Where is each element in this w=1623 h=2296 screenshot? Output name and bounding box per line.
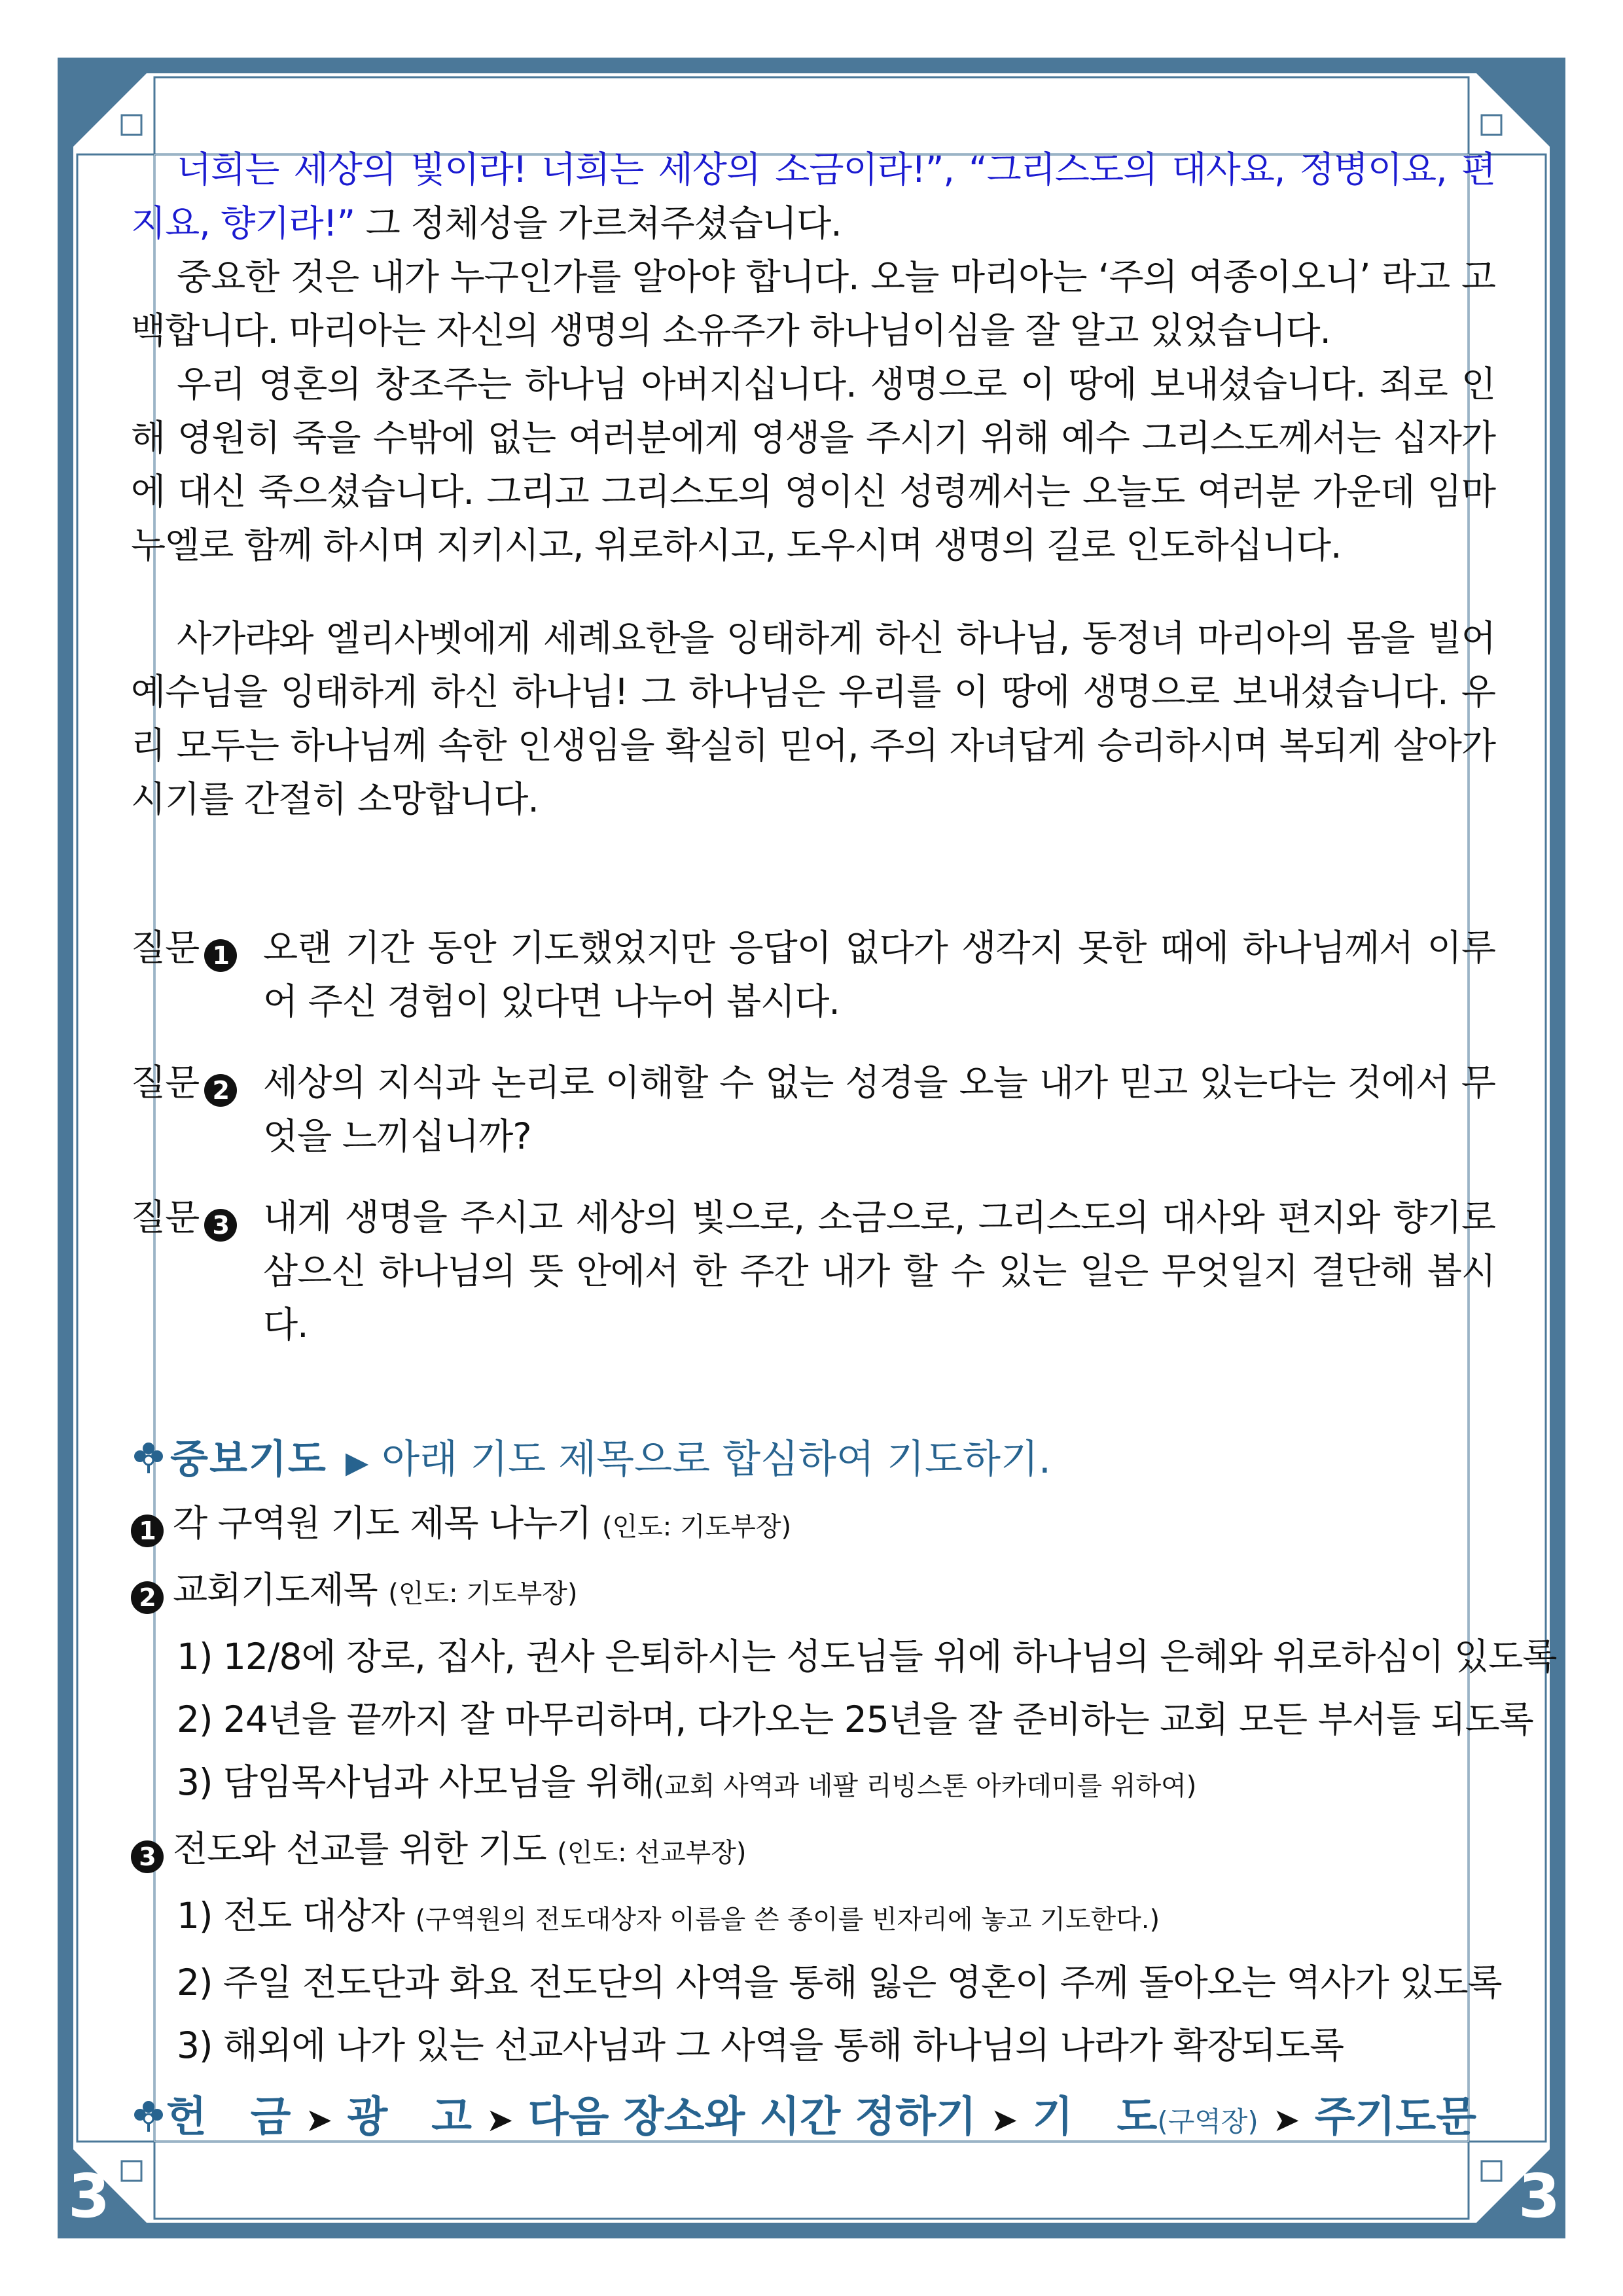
step-prayer-note: (구역장): [1157, 2106, 1258, 2138]
step-offering: 헌 금: [166, 2093, 291, 2142]
question-1: [131, 921, 1495, 1028]
prayer-subitem: [131, 1884, 1495, 1951]
prayer-section-heading: [131, 1430, 1495, 1492]
step-next-meeting: 다음 장소와 시간 정하기: [527, 2093, 976, 2142]
prayer-item-text: 교회기도제목: [173, 1569, 378, 1611]
step-announcement: 광 고: [347, 2093, 472, 2142]
prayer-subitem: 1) 12/8에 장로, 집사, 권사 은퇴하시는 성도님들 위에 하나님의 은혜와 위로하심이 있도록: [177, 1636, 1557, 1677]
question-text: 세상의 지식과 논리로 이해할 수 없는 성경을 오늘 내가 믿고 있는다는 것에서 무엇을 느끼십니까?: [263, 1062, 1495, 1157]
prayer-subitem-note: (구역원의 전도대상자 이름을 쓴 종이를 빈자리에 놓고 기도한다.): [415, 1905, 1160, 1935]
prayer-subtitle: 아래 기도 제목으로 합심하여 기도하기.: [382, 1437, 1051, 1482]
page-number-left: 3: [68, 2161, 111, 2231]
prayer-item-2: [131, 1558, 1495, 1625]
arrow-right-icon: ➤: [305, 2101, 333, 2139]
paragraph-identity: 중요한 것은 내가 누구인가를 알아야 합니다. 오늘 마리아는 ‘주의 여종이오니’ 라고 고백합니다. 마리아는 자신의 생명의 소유주가 하나님이심을 잘 알고 있었습니다.: [131, 256, 1495, 351]
prayer-subitem-text: 1) 전도 대상자: [177, 1895, 405, 1937]
question-3: [131, 1191, 1495, 1352]
question-text: 내게 생명을 주시고 세상의 빛으로, 소금으로, 그리스도의 대사와 편지와 향기로 삼으신 하나님의 뜻 안에서 한 주간 내가 할 수 있는 일은 무엇일지 결단해 봅시다.: [263, 1196, 1495, 1346]
page-number-right: 3: [1518, 2161, 1561, 2231]
prayer-subitem: [131, 1751, 1495, 1818]
step-lords-prayer: 주기도문: [1314, 2093, 1477, 2142]
question-label: 질문: [131, 1196, 200, 1238]
number-1-icon: 1: [204, 939, 237, 972]
paragraph-blessing: 사가랴와 엘리사벳에게 세례요한을 잉태하게 하신 하나님, 동정녀 마리아의 몸을 빌어 예수님을 잉태하게 하신 하나님! 그 하나님은 우리를 이 땅에 생명으로 보내셨습니다. 우리 모두는 하나님께 속한 인생임을 확실히 믿어, 주의 자녀답게 승리하시며 복되게 살아가시기를 간절히 소망합니다.: [131, 617, 1495, 820]
arrow-right-icon: ➤: [990, 2101, 1018, 2139]
question-text: 오랜 기간 동안 기도했었지만 응답이 없다가 생각지 못한 때에 하나님께서 이루어 주신 경험이 있다면 나누어 봅시다.: [263, 927, 1495, 1022]
prayer-title: 중보기도: [170, 1437, 327, 1482]
question-2: [131, 1056, 1495, 1163]
intro-paragraph: [131, 143, 1495, 250]
prayer-subitem: 2) 24년을 끝까지 잘 마무리하며, 다가오는 25년을 잘 준비하는 교회 모든 부서들 되도록: [177, 1698, 1533, 1740]
number-2-icon: 2: [204, 1074, 237, 1107]
number-3-icon: 3: [131, 1840, 164, 1873]
flower-icon: [131, 2087, 166, 2152]
step-prayer: 기 도: [1032, 2093, 1158, 2142]
triangle-right-icon: ▶: [345, 1444, 369, 1480]
question-label: 질문: [131, 1062, 200, 1103]
order-of-service: [131, 2085, 1495, 2155]
number-3-icon: 3: [204, 1209, 237, 1242]
arrow-right-icon: ➤: [1272, 2101, 1300, 2139]
intro-rest: 그 정체성을 가르쳐주셨습니다.: [355, 202, 842, 244]
paragraph-creator: 우리 영혼의 창조주는 하나님 아버지십니다. 생명으로 이 땅에 보내셨습니다. 죄로 인해 영원히 죽을 수밖에 없는 여러분에게 영생을 주시기 위해 예수 그리스도께서는 십자가에 대신 죽으셨습니다. 그리고 그리스도의 영이신 성령께서는 오늘도 여러분 가운데 임마누엘로 함께 하시며 지키시고, 위로하시고, 도우시며 생명의 길로 인도하십니다.: [131, 363, 1495, 566]
question-label: 질문: [131, 927, 200, 969]
prayer-item-note: (인도: 기도부장): [388, 1579, 578, 1609]
prayer-subitem-text: 3) 담임목사님과 사모님을 위해: [177, 1761, 654, 1803]
prayer-subitem-note: (교회 사역과 네팔 리빙스톤 아카데미를 위하여): [654, 1771, 1197, 1801]
prayer-item-text: 각 구역원 기도 제목 나누기: [173, 1502, 592, 1544]
arrow-right-icon: ➤: [486, 2101, 514, 2139]
number-2-icon: 2: [131, 1581, 164, 1614]
page-content: [131, 143, 1557, 2155]
prayer-subitem: 2) 주일 전도단과 화요 전도단의 사역을 통해 잃은 영혼이 주께 돌아오는 역사가 있도록: [177, 1962, 1502, 2003]
intro-highlight: 너희는 세상의 빛이라! 너희는 세상의 소금이라!”, “그리스도의 대사요, 정병이요, 편지요, 향기라!”: [131, 149, 1495, 244]
flower-icon: [131, 1432, 166, 1491]
prayer-item-1: [131, 1492, 1495, 1558]
prayer-item-note: (인도: 기도부장): [601, 1512, 792, 1542]
number-1-icon: 1: [131, 1515, 164, 1547]
prayer-item-note: (인도: 선교부장): [557, 1838, 747, 1868]
prayer-subitem: 3) 해외에 나가 있는 선교사님과 그 사역을 통해 하나님의 나라가 확장되도록: [177, 2024, 1344, 2066]
prayer-item-3: [131, 1818, 1495, 1884]
prayer-item-text: 전도와 선교를 위한 기도: [173, 1828, 546, 1870]
